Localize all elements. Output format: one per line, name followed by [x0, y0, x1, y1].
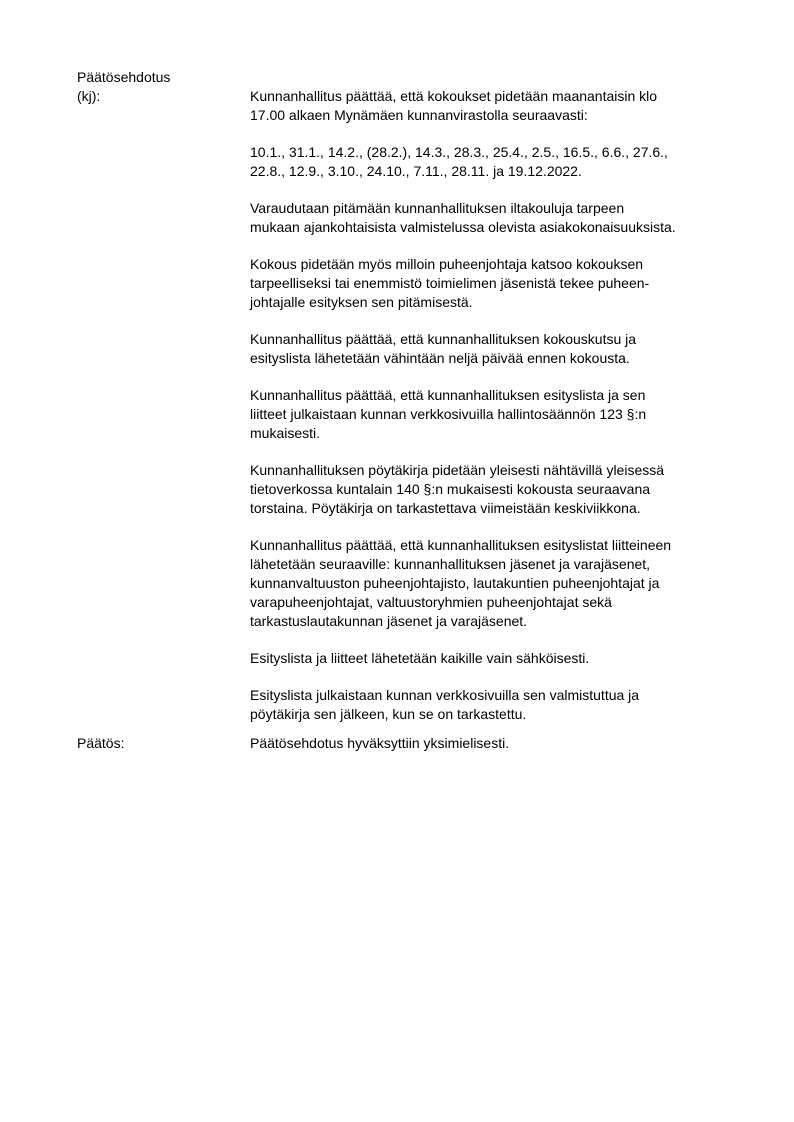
paragraph-line: 17.00 alkaen Mynämäen kunnanvirastolla seuraavasti:	[250, 107, 588, 123]
proposal-label-line1: Päätösehdotus	[77, 69, 171, 85]
paragraph-line: Kunnanhallitus päättää, että kunnanhallituksen esityslista ja sen	[250, 387, 646, 403]
proposal-paragraph	[250, 686, 750, 724]
paragraph-line: varapuheenjohtajat, valtuustoryhmien puheenjohtajat sekä	[250, 594, 612, 610]
proposal-paragraph	[250, 255, 750, 312]
decision-text: Päätösehdotus hyväksyttiin yksimielisesti.	[250, 735, 510, 751]
proposal-paragraph	[250, 330, 750, 368]
paragraph-line: kunnanvaltuuston puheenjohtajisto, lautakuntien puheenjohtajat ja	[250, 575, 660, 591]
proposal-paragraph	[250, 536, 750, 631]
paragraph-line: liitteet julkaistaan kunnan verkkosivuilla hallintosäännön 123 §:n	[250, 406, 647, 422]
proposal-paragraph	[250, 461, 750, 518]
proposal-paragraph	[250, 143, 750, 181]
proposal-label-line2: (kj):	[77, 88, 101, 104]
paragraph-line: Kunnanhallitus päättää, että kunnanhallituksen kokouskutsu ja	[250, 331, 637, 347]
paragraph-line: Kunnanhallitus päättää, että kokoukset pidetään maanantaisin klo	[250, 88, 658, 104]
paragraph-line: 22.8., 12.9., 3.10., 24.10., 7.11., 28.11. ja 19.12.2022.	[250, 163, 582, 179]
proposal-paragraph	[250, 199, 750, 237]
paragraph-line: esityslista lähetetään vähintään neljä päivää ennen kokousta.	[250, 350, 630, 366]
proposal-paragraph	[250, 649, 750, 668]
proposal-label	[77, 68, 170, 106]
paragraph-line: lähetetään seuraaville: kunnanhallituksen jäsenet ja varajäsenet,	[250, 556, 651, 572]
proposal-paragraphs	[250, 87, 750, 724]
paragraph-line: tarkastuslautakunnan jäsenet ja varajäsenet.	[250, 613, 528, 629]
paragraph-line: johtajalle esityksen sen pitämisestä.	[250, 294, 473, 310]
proposal-paragraph	[250, 386, 750, 443]
paragraph-line: 10.1., 31.1., 14.2., (28.2.), 14.3., 28.3., 25.4., 2.5., 16.5., 6.6., 27.6.,	[250, 144, 668, 160]
paragraph-line: mukaan ajankohtaisista valmistelussa olevista asiakokonaisuuksista.	[250, 219, 676, 235]
proposal-paragraph	[250, 87, 750, 125]
paragraph-line: Varaudutaan pitämään kunnanhallituksen iltakouluja tarpeen	[250, 200, 625, 216]
paragraph-line: pöytäkirja sen jälkeen, kun se on tarkastettu.	[250, 706, 527, 722]
paragraph-line: Kokous pidetään myös milloin puheenjohtaja katsoo kokouksen	[250, 256, 644, 272]
paragraph-line: Kunnanhallituksen pöytäkirja pidetään yleisesti nähtävillä yleisessä	[250, 462, 665, 478]
paragraph-line: tietoverkossa kuntalain 140 §:n mukaisesti kokousta seuraavana	[250, 481, 651, 497]
paragraph-line: torstaina. Pöytäkirja on tarkastettava viimeistään keskiviikkona.	[250, 500, 641, 516]
paragraph-line: tarpeelliseksi tai enemmistö toimielimen jäsenistä tekee puheen-	[250, 275, 650, 291]
paragraph-line: Esityslista ja liitteet lähetetään kaikille vain sähköisesti.	[250, 650, 590, 666]
decision-label: Päätös:	[77, 735, 125, 751]
paragraph-line: Kunnanhallitus päättää, että kunnanhallituksen esityslistat liitteineen	[250, 537, 672, 553]
paragraph-line: Esityslista julkaistaan kunnan verkkosivuilla sen valmistuttua ja	[250, 687, 640, 703]
proposal-body	[250, 87, 750, 742]
paragraph-line: mukaisesti.	[250, 425, 321, 441]
